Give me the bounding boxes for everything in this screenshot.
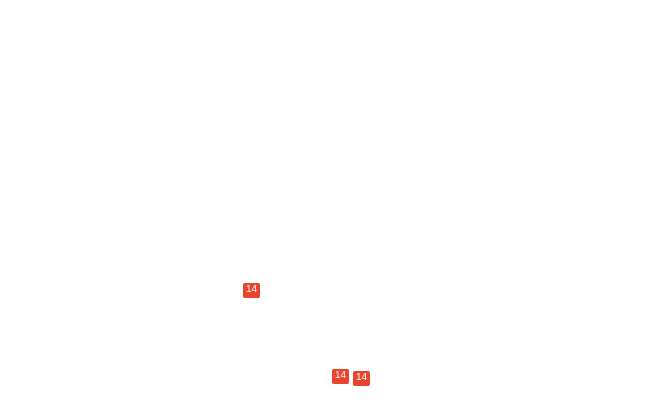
annotation-badge-label: 14	[355, 372, 368, 383]
annotation-badge-label: 14	[245, 284, 258, 295]
annotation-badge[interactable]	[332, 369, 349, 384]
annotation-badge-label: 14	[334, 370, 347, 381]
annotation-badge[interactable]	[353, 371, 370, 386]
annotation-badge[interactable]	[243, 283, 260, 298]
